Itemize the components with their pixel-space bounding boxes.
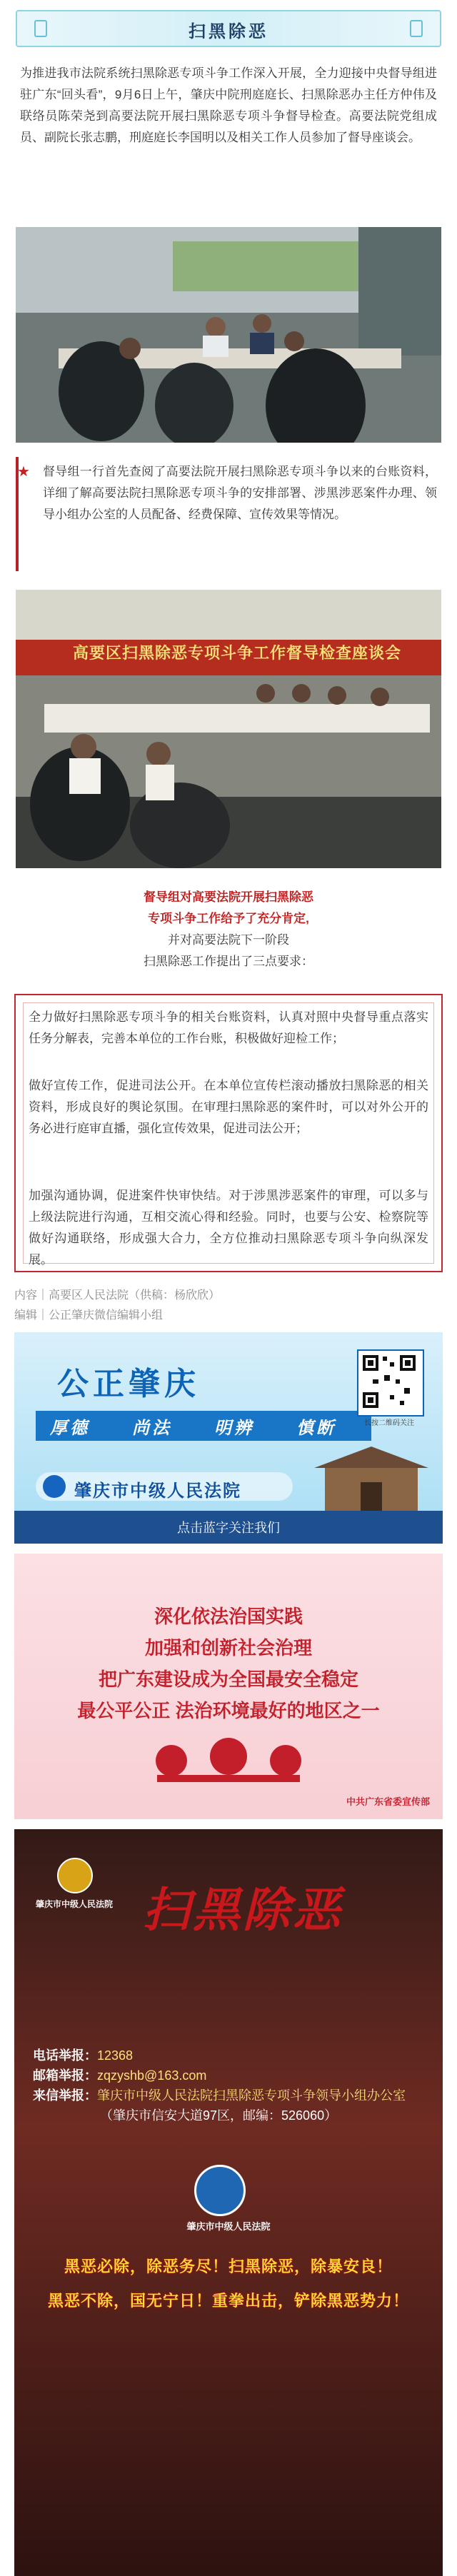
poster-court-top: 肇庆市中级人民法院: [36, 1899, 114, 1909]
poster-org: 中共广东省委宣传部: [346, 1796, 430, 1807]
phone-report: [33, 2046, 133, 2065]
content-credit: 内容｜高要区人民法院（供稿：杨欣欣）: [14, 1289, 221, 1302]
star-icon: ★: [17, 464, 30, 480]
poster-court-middle: 肇庆市中级人民法院: [186, 2221, 271, 2232]
phone-label: 电话举报：: [33, 2048, 97, 2063]
header-banner: [16, 10, 441, 47]
poster-line-3: 把广东建设成为全国最安全稳定: [98, 1669, 358, 1690]
ad-value-1: 厚德: [50, 1419, 90, 1438]
intro-paragraph: 为推进我市法院系统扫黑除恶专项斗争工作深入开展，全力迎接中央督导组进驻广东“回头看”，9月6日上午，肇庆中院刑庭庭长、扫黑除恶办主任方仲伟及联络员陈荣尧到高要法院开展扫黑除恶专项斗争督导检查。高要法院党组成员、副院长张志鹏，刑庭庭长李国明以及相关工作人员参加了督导座谈会。: [20, 66, 437, 144]
meeting-photo-1: [16, 227, 441, 443]
letter-recipient: 肇庆市中级人民法院扫黑除恶专项斗争领导小组办公室: [97, 2088, 406, 2103]
poster-line-2: 加强和创新社会治理: [144, 1637, 312, 1659]
requirements-intro-2: 扫黑除恶工作提出了三点要求：: [144, 955, 313, 968]
gongzheng-zhaoqing-ad[interactable]: [14, 1332, 443, 1544]
letter-label: 来信举报：: [33, 2088, 97, 2103]
poster-big-title: 扫黑除恶: [143, 1882, 343, 1938]
poster-slogan-1: 黑恶必除，除恶务尽！扫黑除恶，除暴安良！: [64, 2258, 393, 2275]
follow-text[interactable]: 点击蓝字关注我们: [177, 1521, 280, 1535]
ad-headline: 公正肇庆: [57, 1366, 200, 1402]
requirements-intro-1: 并对高要法院下一阶段: [168, 933, 289, 947]
court-emblem-icon-top: [57, 1858, 93, 1893]
court-emblem-icon-middle: [194, 2165, 246, 2216]
requirement-item-3: 加强沟通协调，促进案件快审快结。对于涉黑涉恶案件的审理，可以多与上级法院进行沟通，互相交流心得和经验。同时，也要与公安、检察院等做好沟通联络，形成强大合力，全方位推动扫黑除恶专项斗争向纵深发展。: [29, 1189, 428, 1267]
qr-label: 长按二维码关注: [364, 1419, 414, 1427]
paper-cut-illustration: [143, 1732, 314, 1789]
mail-address: zqzyshb@163.com: [97, 2068, 207, 2083]
ad-value-3: 明辨: [214, 1419, 254, 1438]
qr-code-icon: [357, 1349, 424, 1417]
anti-crime-poster: [14, 1829, 443, 2576]
ad-value-2: 尚法: [132, 1419, 172, 1438]
court-emblem-icon: [43, 1475, 66, 1498]
ad-value-4: 慎断: [296, 1419, 336, 1438]
letter-address: （肇庆市信安大道97区，邮编：526060）: [100, 2108, 338, 2123]
meeting-photo-2: [16, 590, 441, 868]
affirmation-line-1: 督导组对高要法院开展扫黑除恶: [144, 890, 313, 904]
meeting-banner-text: 高要区扫黑除恶专项斗争工作督导检查座谈会: [72, 644, 401, 662]
requirement-item-2: 做好宣传工作，促进司法公开。在本单位宣传栏滚动播放扫黑除恶的相关资料，形成良好的舆论氛围。在审理扫黑除恶的案件时，可以对外公开的务必进行庭审直播，强化宣传效果，促进司法公开；: [29, 1079, 428, 1135]
editor-credit: 编辑｜公正肇庆微信编辑小组: [14, 1309, 164, 1322]
poster-line-4: 最公平公正 法治环境最好的地区之一: [77, 1700, 380, 1721]
affirmation-line-2: 专项斗争工作给予了充分肯定,: [148, 912, 309, 925]
rule-of-law-poster: [14, 1554, 443, 1819]
poster-line-1: 深化依法治国实践: [154, 1606, 303, 1627]
checking-paragraph: 督导组一行首先查阅了高要法院开展扫黑除恶专项斗争以来的台账资料，详细了解高要法院扫黑除恶专项斗争的安排部署、涉黑涉恶案件办理、领导小组办公室的人员配备、经费保障、宣传效果等情况。: [43, 465, 437, 521]
requirement-item-1: 全力做好扫黑除恶专项斗争的相关台账资料，认真对照中央督导重点落实任务分解表，完善本单位的工作台账，积极做好迎检工作；: [29, 1010, 428, 1045]
mail-report: [33, 2066, 206, 2085]
mail-label: 邮箱举报：: [33, 2068, 97, 2083]
poster-slogan-2: 黑恶不除，国无宁日！重拳出击，铲除黑恶势力！: [47, 2292, 409, 2310]
ad-values-bar: [36, 1411, 371, 1441]
phone-number: 12368: [97, 2048, 134, 2063]
building-illustration: [300, 1439, 443, 1511]
page-title: 扫黑除恶: [189, 21, 268, 41]
letter-report: [33, 2086, 433, 2105]
red-marker-bar: [16, 457, 27, 571]
ad-court-name: 肇庆市中级人民法院: [74, 1481, 241, 1501]
